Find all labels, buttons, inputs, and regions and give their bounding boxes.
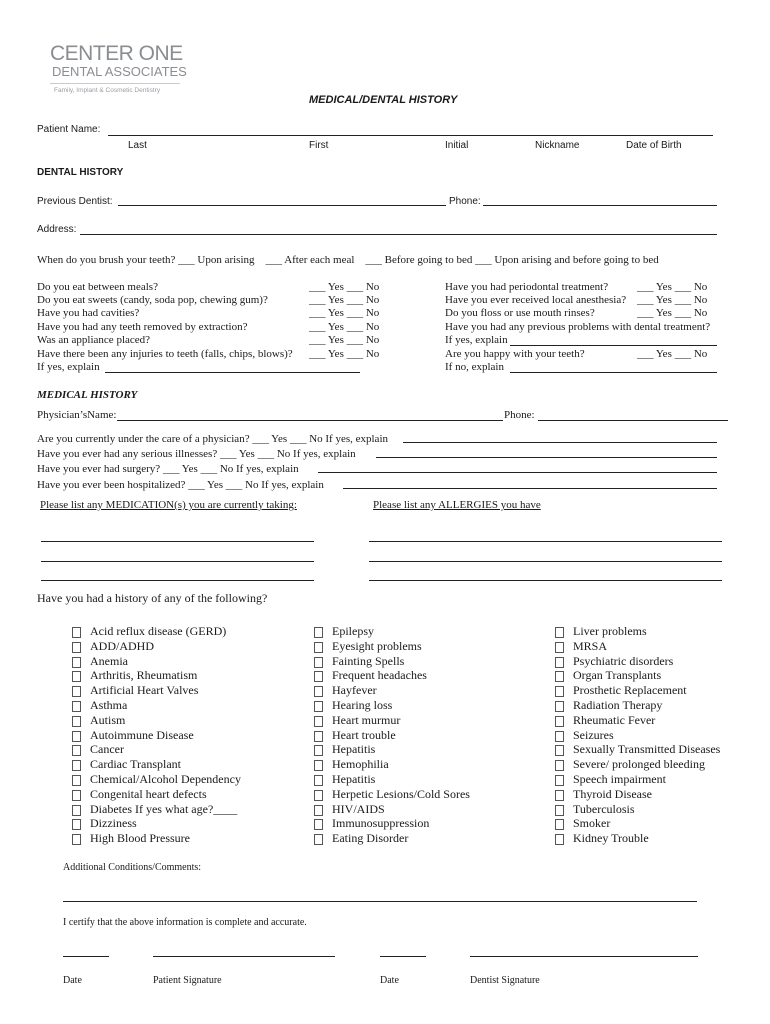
checkbox-icon[interactable]	[555, 716, 564, 727]
col1-label: Diabetes If yes what age?____	[90, 801, 238, 816]
allergies-label: Please list any ALLERGIES you have	[373, 499, 541, 511]
patient-date-label: Date	[63, 975, 82, 986]
dentist-date-field[interactable]	[380, 956, 426, 957]
certify-statement: I certify that the above information is complete and accurate.	[63, 917, 307, 928]
dental-q3-yesno[interactable]: ___ Yes ___ No	[309, 307, 380, 319]
dental-q5: Was an appliance placed?	[37, 334, 151, 346]
dental-r3: Do you floss or use mouth rinses?	[445, 307, 595, 319]
col1-label: Autism	[90, 712, 126, 727]
checkbox-icon[interactable]	[555, 657, 564, 668]
brush-blank-2[interactable]: ___	[257, 254, 285, 266]
checkbox-icon[interactable]	[72, 790, 81, 801]
col1-label: High Blood Pressure	[90, 831, 190, 846]
dental-q5-yesno[interactable]: ___ Yes ___ No	[309, 334, 380, 346]
happy-question: Are you happy with your teeth?	[445, 348, 585, 360]
dental-left-explain-field[interactable]	[105, 372, 360, 373]
col1-label: Artificial Heart Valves	[90, 683, 199, 698]
col3-label: Thyroid Disease	[573, 786, 652, 801]
col2-label: Hayfever	[332, 683, 377, 698]
col3-label: Radiation Therapy	[573, 698, 663, 712]
checkbox-icon[interactable]	[555, 745, 564, 756]
checkbox-icon[interactable]	[72, 642, 81, 653]
dentist-phone-field[interactable]	[483, 205, 717, 206]
checkbox-icon[interactable]	[72, 671, 81, 682]
checkbox-icon[interactable]	[314, 657, 323, 668]
dental-r4: Have you had any previous problems with dental treatment?	[445, 321, 711, 333]
conditions-column-3	[555, 624, 755, 854]
col3-label: Sexually Transmitted Diseases	[573, 742, 721, 757]
col2-label: Hemophilia	[332, 757, 389, 772]
checkbox-icon[interactable]	[72, 819, 81, 830]
col1-label: Acid reflux disease (GERD)	[90, 624, 227, 638]
dentist-signature-label: Dentist Signature	[470, 975, 540, 986]
checkbox-icon[interactable]	[72, 775, 81, 786]
checkbox-icon[interactable]	[555, 701, 564, 712]
col3-label: Severe/ prolonged bleeding	[573, 757, 705, 772]
label-last: Last	[128, 140, 147, 151]
col2-label: Hearing loss	[332, 698, 393, 712]
dental-q4: Have you had any teeth removed by extraction?	[37, 321, 248, 333]
dental-q1-yesno[interactable]: ___ Yes ___ No	[309, 281, 380, 293]
checkbox-icon[interactable]	[555, 834, 564, 845]
medical-q2: Have you ever had any serious illnesses? ___ Yes ___ No If yes, explain	[37, 448, 356, 460]
brush-option-2: After each meal	[284, 254, 355, 266]
brush-question-text: When do you brush your teeth?	[37, 254, 176, 266]
col2-label: Eyesight problems	[332, 638, 422, 653]
col2-label: Hepatitis	[332, 772, 376, 786]
address-label: Address:	[37, 224, 77, 235]
col2-label: Epilepsy	[332, 624, 374, 638]
label-initial: Initial	[445, 140, 469, 151]
checkbox-icon[interactable]	[72, 760, 81, 771]
dentist-phone-label: Phone:	[449, 196, 481, 207]
checkbox-icon[interactable]	[72, 805, 81, 816]
medical-q3-explain[interactable]	[318, 472, 717, 473]
col2-label: Herpetic Lesions/Cold Sores	[332, 786, 470, 801]
checkbox-icon[interactable]	[72, 731, 81, 742]
label-nickname: Nickname	[535, 140, 580, 151]
brush-question	[37, 254, 659, 266]
patient-signature-label: Patient Signature	[153, 975, 222, 986]
dental-right-explain1-label: If yes, explain	[445, 334, 508, 346]
col1-label: ADD/ADHD	[90, 638, 154, 653]
previous-dentist-label: Previous Dentist:	[37, 196, 113, 207]
dental-r1: Have you had periodontal treatment?	[445, 281, 609, 293]
medical-q2-explain[interactable]	[376, 457, 717, 458]
col1-label: Autoimmune Disease	[90, 727, 194, 742]
medications-line-2[interactable]	[41, 561, 314, 562]
col3-label: Seizures	[573, 727, 614, 742]
col3-label: Liver problems	[573, 624, 647, 638]
brush-option-3: Before going to bed	[384, 254, 473, 266]
col3-label: Kidney Trouble	[573, 831, 649, 846]
conditions-column-2	[314, 624, 544, 854]
medical-q4: Have you ever been hospitalized? ___ Yes ___ No If yes, explain	[37, 479, 324, 491]
medical-history-heading: MEDICAL HISTORY	[37, 389, 138, 401]
dental-q3: Have you had cavities?	[37, 307, 140, 319]
dental-left-explain-label: If yes, explain	[37, 361, 100, 373]
physician-field[interactable]	[117, 420, 503, 421]
dental-q1: Do you eat between meals?	[37, 281, 158, 293]
dental-q4-yesno[interactable]: ___ Yes ___ No	[309, 321, 380, 333]
checkbox-icon[interactable]	[314, 760, 323, 771]
dental-q2: Do you eat sweets (candy, soda pop, chewing gum)?	[37, 294, 268, 306]
physician-phone-field[interactable]	[538, 420, 728, 421]
dental-q6: Have there been any injuries to teeth (falls, chips, blows)?	[37, 348, 293, 360]
allergies-line-3[interactable]	[369, 580, 722, 581]
checkbox-icon[interactable]	[555, 790, 564, 801]
col3-label: Prosthetic Replacement	[573, 683, 687, 698]
checkbox-icon[interactable]	[72, 716, 81, 727]
logo-line1: CENTER ONE	[50, 42, 183, 65]
checkbox-icon[interactable]	[314, 745, 323, 756]
col1-label: Cardiac Transplant	[90, 757, 181, 772]
medications-label: Please list any MEDICATION(s) you are currently taking:	[40, 499, 297, 511]
form-title: MEDICAL/DENTAL HISTORY	[309, 94, 458, 106]
logo	[50, 42, 190, 102]
checkbox-icon[interactable]	[555, 642, 564, 653]
col1-label: Chemical/Alcohol Dependency	[90, 772, 241, 786]
checkbox-icon[interactable]	[72, 745, 81, 756]
checkbox-icon[interactable]	[555, 775, 564, 786]
col2-label: Fainting Spells	[332, 653, 405, 668]
dental-q6-yesno[interactable]: ___ Yes ___ No	[309, 348, 380, 360]
col3-label: Rheumatic Fever	[573, 712, 656, 727]
medications-line-3[interactable]	[41, 580, 314, 581]
checkbox-icon[interactable]	[555, 686, 564, 697]
col2-label: Eating Disorder	[332, 831, 409, 846]
brush-blank-4[interactable]: ___	[475, 254, 495, 266]
dental-right-explain1-field[interactable]	[510, 345, 717, 346]
patient-name-label: Patient Name:	[37, 124, 101, 135]
dental-q2-yesno[interactable]: ___ Yes ___ No	[309, 294, 380, 306]
col3-label: Psychiatric disorders	[573, 653, 674, 668]
medical-q1: Are you currently under the care of a physician? ___ Yes ___ No If yes, explain	[37, 433, 388, 445]
checkbox-icon[interactable]	[72, 701, 81, 712]
dental-r2-yesno[interactable]: ___ Yes ___ No	[637, 294, 708, 306]
checkbox-icon[interactable]	[555, 819, 564, 830]
checkbox-icon[interactable]	[314, 819, 323, 830]
history-question: Have you had a history of any of the following?	[37, 591, 268, 605]
checkbox-icon[interactable]	[314, 775, 323, 786]
checkbox-icon[interactable]	[314, 731, 323, 742]
dentist-date-label: Date	[380, 975, 399, 986]
col1-label: Dizziness	[90, 816, 137, 831]
col2-label: HIV/AIDS	[332, 801, 385, 816]
allergies-line-1[interactable]	[369, 541, 722, 542]
checkbox-icon[interactable]	[555, 805, 564, 816]
col1-label: Cancer	[90, 742, 124, 757]
medications-line-1[interactable]	[41, 541, 314, 542]
brush-option-4: Upon arising and before going to bed	[494, 254, 659, 266]
label-first: First	[309, 140, 329, 151]
col3-label: Speech impairment	[573, 772, 666, 786]
checkbox-icon[interactable]	[314, 642, 323, 653]
checkbox-icon[interactable]	[314, 716, 323, 727]
dental-right-explain2-label: If no, explain	[445, 361, 504, 373]
dental-r3-yesno[interactable]: ___ Yes ___ No	[637, 307, 708, 319]
checkbox-icon[interactable]	[555, 731, 564, 742]
previous-dentist-field[interactable]	[118, 205, 446, 206]
checkbox-icon[interactable]	[72, 834, 81, 845]
col3-label: Smoker	[573, 816, 611, 831]
col3-label: Organ Transplants	[573, 668, 662, 683]
physician-label: Physician’sName:	[37, 409, 117, 421]
col2-label: Heart murmur	[332, 712, 401, 727]
allergies-line-2[interactable]	[369, 561, 722, 562]
patient-name-field[interactable]	[108, 135, 713, 136]
col2-label: Heart trouble	[332, 727, 396, 742]
patient-signature-field[interactable]	[153, 956, 335, 957]
checkbox-icon[interactable]	[314, 790, 323, 801]
additional-conditions-label: Additional Conditions/Comments:	[63, 862, 202, 873]
medical-q3: Have you ever had surgery? ___ Yes ___ No If yes, explain	[37, 463, 299, 475]
col1-label: Arthritis, Rheumatism	[90, 668, 198, 683]
dental-r1-yesno[interactable]: ___ Yes ___ No	[637, 281, 708, 293]
dental-right-explain2-field[interactable]	[510, 372, 717, 373]
checkbox-icon[interactable]	[314, 834, 323, 845]
conditions-column-1	[72, 624, 302, 854]
checkbox-icon[interactable]	[314, 805, 323, 816]
checkbox-icon[interactable]	[72, 627, 81, 638]
address-field[interactable]	[80, 234, 717, 235]
checkbox-icon[interactable]	[555, 760, 564, 771]
checkbox-icon[interactable]	[314, 686, 323, 697]
dentist-signature-field[interactable]	[470, 956, 698, 957]
col3-label: MRSA	[573, 638, 608, 653]
col1-label: Asthma	[90, 698, 128, 712]
physician-phone-label: Phone:	[504, 409, 535, 421]
label-dob: Date of Birth	[626, 140, 682, 151]
brush-blank-3[interactable]: ___	[357, 254, 385, 266]
happy-yesno[interactable]: ___ Yes ___ No	[637, 348, 708, 360]
brush-blank-1[interactable]: ___	[178, 254, 198, 266]
logo-line2: DENTAL ASSOCIATES	[52, 64, 187, 79]
dental-r2: Have you ever received local anesthesia?	[445, 294, 627, 306]
checkbox-icon[interactable]	[314, 671, 323, 682]
checkbox-icon[interactable]	[314, 701, 323, 712]
checkbox-icon[interactable]	[314, 627, 323, 638]
medical-q4-explain[interactable]	[343, 488, 717, 489]
checkbox-icon[interactable]	[555, 671, 564, 682]
checkbox-icon[interactable]	[72, 657, 81, 668]
col1-label: Anemia	[90, 653, 128, 668]
dental-history-heading: DENTAL HISTORY	[37, 167, 124, 178]
logo-tagline: Family, Implant & Cosmetic Dentistry	[54, 87, 161, 94]
medical-q1-explain[interactable]	[403, 442, 717, 443]
additional-conditions-field[interactable]	[63, 901, 697, 902]
patient-date-field[interactable]	[63, 956, 109, 957]
col3-label: Tuberculosis	[573, 801, 635, 816]
col2-label: Frequent headaches	[332, 668, 427, 683]
checkbox-icon[interactable]	[555, 627, 564, 638]
col1-label: Congenital heart defects	[90, 786, 207, 801]
col2-label: Immunosuppression	[332, 816, 430, 831]
checkbox-icon[interactable]	[72, 686, 81, 697]
col2-label: Hepatitis	[332, 742, 376, 757]
brush-option-1: Upon arising	[197, 254, 255, 266]
